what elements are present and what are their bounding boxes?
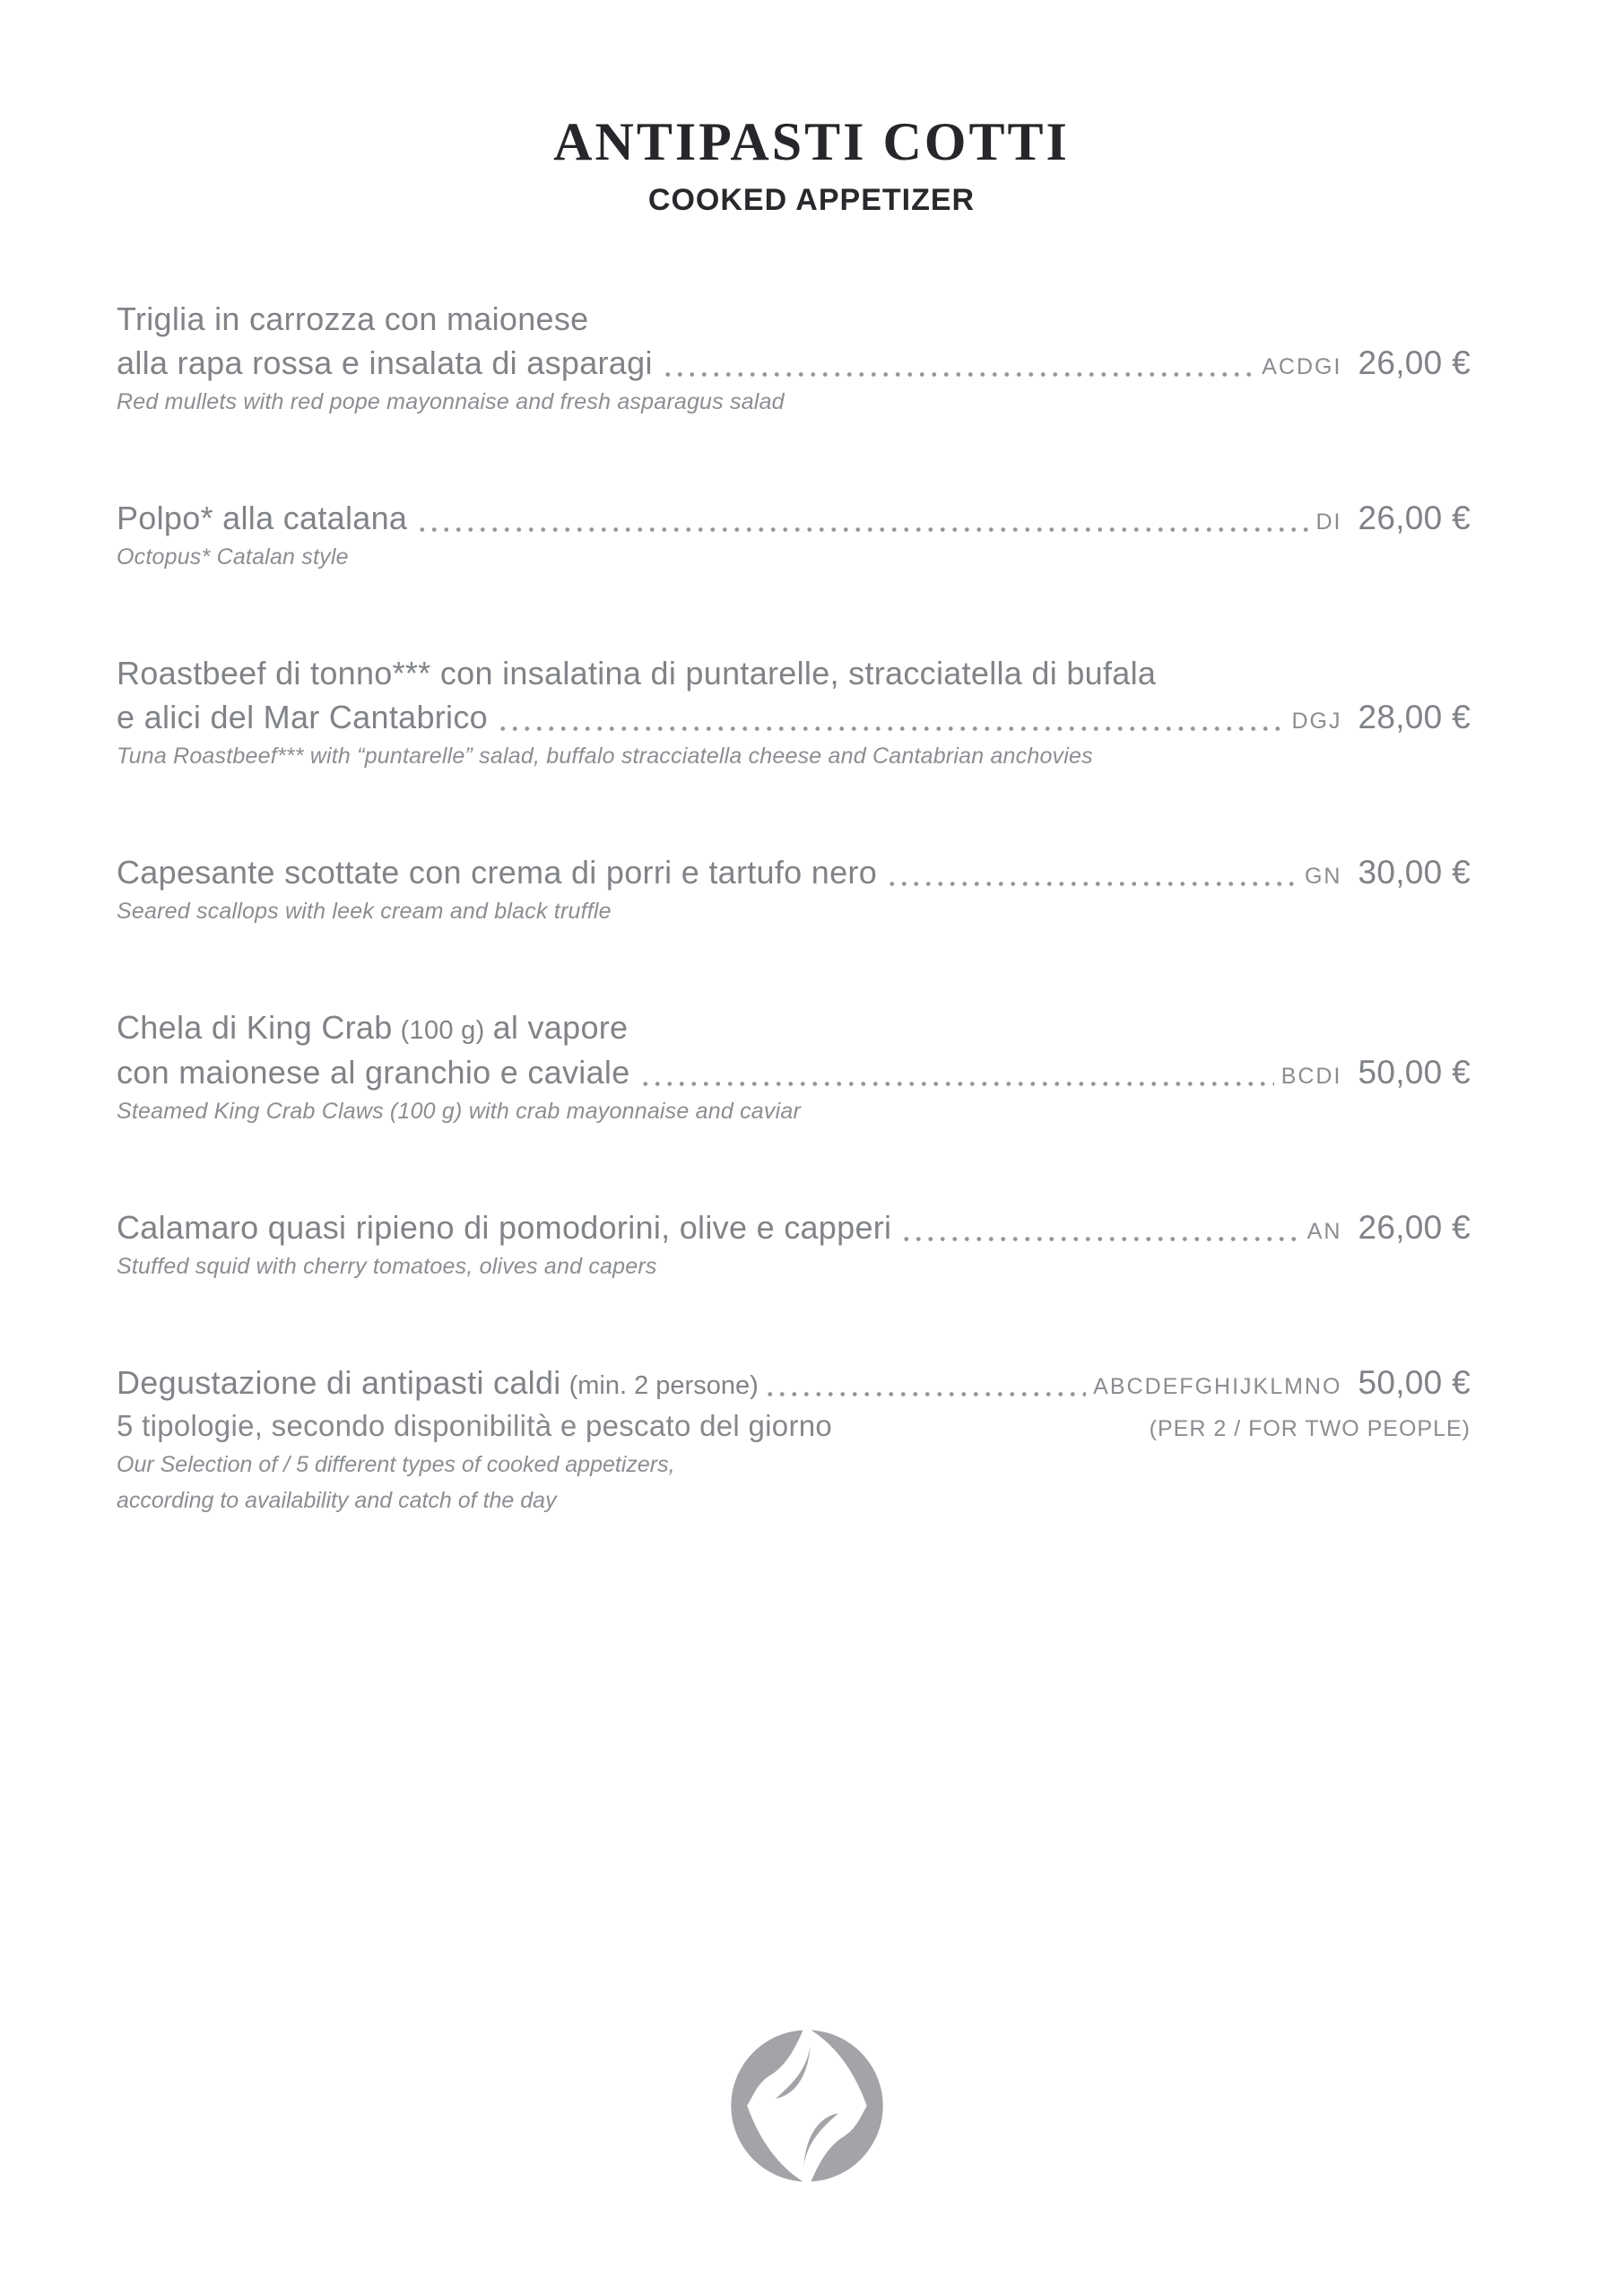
item-price-row — [117, 1205, 1471, 1250]
item-description: Tuna Roastbeef*** with “puntarelle” salad, buffalo stracciatella cheese and Cantabrian anchovies — [117, 744, 1093, 769]
item-name: Chela di King Crab — [117, 1009, 393, 1046]
item-subtitle: 5 tipologie, secondo disponibilità e pescato del giorno — [117, 1409, 833, 1442]
price-note: (PER 2 / FOR TWO PEOPLE) — [1149, 1416, 1471, 1441]
item-name: al vapore — [492, 1009, 629, 1046]
item-price: 28,00 € — [1358, 699, 1471, 735]
item-description-line1: Our Selection of / 5 different types of cooked appetizers, — [117, 1452, 675, 1477]
item-name: con maionese al granchio e caviale — [117, 1054, 630, 1091]
dot-leader — [497, 726, 1284, 731]
item-price: 26,00 € — [1358, 344, 1471, 381]
item-name: Polpo* alla catalana — [117, 500, 408, 536]
menu-item — [117, 850, 1471, 928]
allergen-codes: DI — [1315, 509, 1342, 535]
item-price: 30,00 € — [1358, 854, 1471, 891]
item-price-row — [117, 695, 1471, 740]
dot-leader — [886, 882, 1298, 886]
item-price: 26,00 € — [1358, 1209, 1471, 1246]
allergen-codes: DGJ — [1291, 709, 1342, 734]
item-name-line1 — [117, 1005, 1471, 1050]
item-description: Red mullets with red pope mayonnaise and fresh asparagus salad — [117, 389, 785, 414]
menu-items-list — [117, 297, 1471, 1596]
item-name: e alici del Mar Cantabrico — [117, 699, 488, 735]
item-price-row — [117, 341, 1471, 386]
item-name: Capesante scottate con crema di porri e tartufo nero — [117, 854, 878, 891]
item-price-row — [117, 850, 1471, 895]
menu-item — [117, 651, 1471, 773]
page-title: ANTIPASTI COTTI — [553, 112, 1070, 171]
item-price-row — [117, 1361, 1471, 1405]
item-name: alla rapa rossa e insalata di asparagi — [117, 344, 653, 381]
item-name-line1: Triglia in carrozza con maionese — [117, 300, 589, 337]
item-description-line2: according to availability and catch of the day — [117, 1488, 557, 1513]
item-description: Octopus* Catalan style — [117, 544, 349, 570]
item-description: Stuffed squid with cherry tomatoes, olives and capers — [117, 1254, 657, 1279]
dot-leader — [416, 527, 1308, 532]
item-description: Steamed King Crab Claws (100 g) with crab mayonnaise and caviar — [117, 1099, 801, 1124]
menu-item — [117, 1205, 1471, 1283]
item-price: 50,00 € — [1358, 1054, 1471, 1091]
item-description — [117, 1447, 1471, 1518]
allergen-codes: BCDI — [1280, 1064, 1342, 1089]
dot-leader — [764, 1392, 1086, 1396]
restaurant-logo — [726, 2025, 888, 2187]
item-price: 50,00 € — [1358, 1364, 1471, 1401]
dot-leader — [900, 1237, 1299, 1241]
item-price: 26,00 € — [1358, 500, 1471, 536]
item-name-line1: Roastbeef di tonno*** con insalatina di puntarelle, stracciatella di bufala — [117, 655, 1157, 691]
menu-item — [117, 1361, 1471, 1518]
item-description: Seared scallops with leek cream and black truffle — [117, 899, 612, 924]
allergen-codes: GN — [1304, 864, 1342, 889]
dot-leader — [639, 1082, 1274, 1086]
item-price-row — [117, 1050, 1471, 1095]
item-name-small: (100 g) — [400, 1016, 485, 1045]
two-fish-circle-logo-icon — [726, 2025, 888, 2187]
page-subtitle: COOKED APPETIZER — [647, 183, 976, 217]
item-name: Degustazione di antipasti caldi — [117, 1364, 561, 1401]
menu-item — [117, 1005, 1471, 1128]
allergen-codes: ACDGI — [1262, 354, 1342, 379]
item-subtitle-row — [117, 1405, 1471, 1447]
item-name-small: (min. 2 persone) — [568, 1371, 759, 1400]
allergen-codes: ABCDEFGHIJKLMNO — [1093, 1374, 1342, 1399]
menu-item — [117, 496, 1471, 574]
dot-leader — [662, 372, 1254, 377]
menu-item — [117, 297, 1471, 419]
allergen-codes: AN — [1306, 1219, 1342, 1244]
item-name: Calamaro quasi ripieno di pomodorini, olive e capperi — [117, 1209, 892, 1246]
item-price-row — [117, 496, 1471, 541]
